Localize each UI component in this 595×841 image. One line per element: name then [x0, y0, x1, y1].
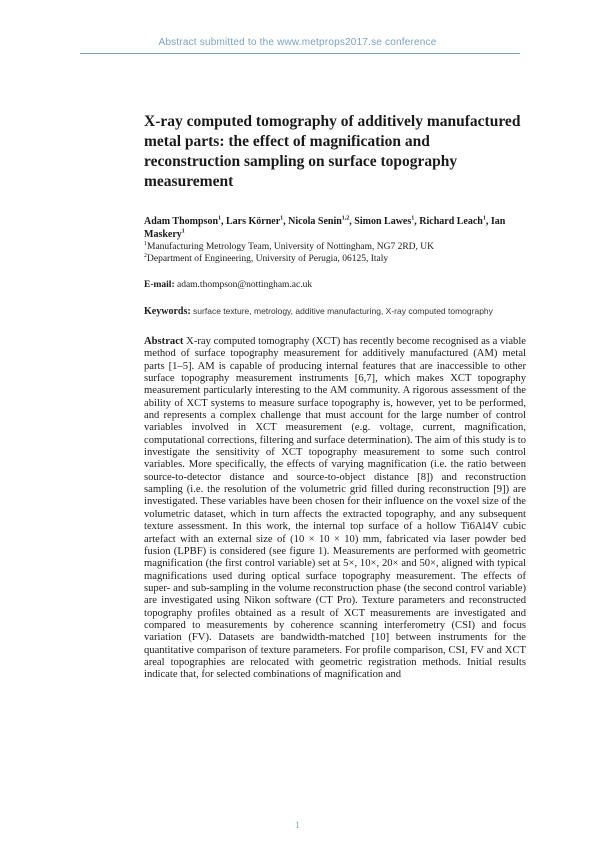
author: Adam Thompson$^1$, — [144, 215, 227, 227]
affiliation: $^2$Department of Engineering, University of Perugia, 06125, Italy — [144, 252, 389, 264]
abstract-text: X-ray computed tomography (XCT) has recently become recognised as a viable method of surface topography measurement for additively manufactured (AM) metal parts [1–5]. AM is capable of producing internal features that are inaccessible to other surface topography measurement instruments [6,7], which makes XCT topography measurement particularly interesting to the AM community. A rigorous assessment of the ability of XCT systems to measure surface topography is, however, yet to be performed, and represents a complex challenge that must account for the large number of control variables involved in XCT measurement (e.g. voltage, current, magnification, computational corrections, filtering and surface determination). The aim of this study is to investigate the sensitivity of XCT topography measurement to some such control variables. More specifically, the effects of varying magnification (i.e. the ratio between source-to-detector distance and source-to-object distance [8]) and reconstruction sampling (i.e. the resolution of the volumetric grid filled during reconstruction [9]) are investigated. These variables have been chosen for their influence on the voxel size of the volumetric dataset, which in turn affects the extracted topography, and any subsequent texture assessment. In this work, the internal top surface of a hollow Ti6Al4V cubic artefact with an external size of (10 × 10 × 10) mm, fabricated via laser powder bed fusion (LPBF) is considered (see figure 1). Measurements are performed with geometric magnification (the first control variable) set at 5×, 10×, 20× and 50×, aligned with typical magnifications used during optical surface topography measurement. The effects of super- and sub-sampling in the volume reconstruction phase (the second control variable) are investigated using Nikon software (CT Pro). Texture parameters and reconstructed topography profiles obtained as a result of XCT measurements are investigated and compared to measurements by coherence scanning interferometry (CSI) and focus variation (FV). Datasets are bandwidth-matched [10] between instruments for the quantitative comparison of texture parameters. For profile comparison, CSI, FV and XCT areal topographies are relocated with geometric registration methods. Initial results indicate that, for selected combinations of magnification and — [144, 336, 526, 681]
author: Nicola Senin$^{1,2}$, — [288, 215, 355, 227]
email-label: E-mail: — [144, 280, 175, 290]
keywords-label: Keywords: — [144, 306, 191, 317]
affiliation: $^1$Manufacturing Metrology Team, University of Nottingham, NG7 2RD, UK — [144, 240, 435, 252]
paper-body — [144, 112, 526, 682]
paper-title: X-ray computed tomography of additively manufactured metal parts: the effect of magnification and reconstruction sampling on surface topography measurement — [144, 113, 521, 190]
author: Lars Körner$^1$, — [226, 215, 289, 227]
abstract-label: Abstract — [144, 336, 184, 347]
author: Ian Maskery$^1$ — [144, 216, 506, 240]
contact-email — [144, 279, 526, 291]
author: Simon Lawes$^1$, — [354, 215, 420, 227]
header-divider — [80, 53, 520, 54]
page-number: 1 — [295, 820, 300, 830]
author-list — [144, 216, 526, 241]
conference-header-note: Abstract submitted to the www.metprops2017.se conference — [158, 37, 437, 48]
keywords-list: surface texture, metrology, additive manufacturing, X-ray computed tomography — [193, 306, 493, 316]
author: Richard Leach$^1$, — [419, 215, 491, 227]
keywords — [144, 305, 526, 318]
email-address: adam.thompson@nottingham.ac.uk — [176, 280, 313, 290]
abstract-paragraph — [144, 336, 526, 682]
